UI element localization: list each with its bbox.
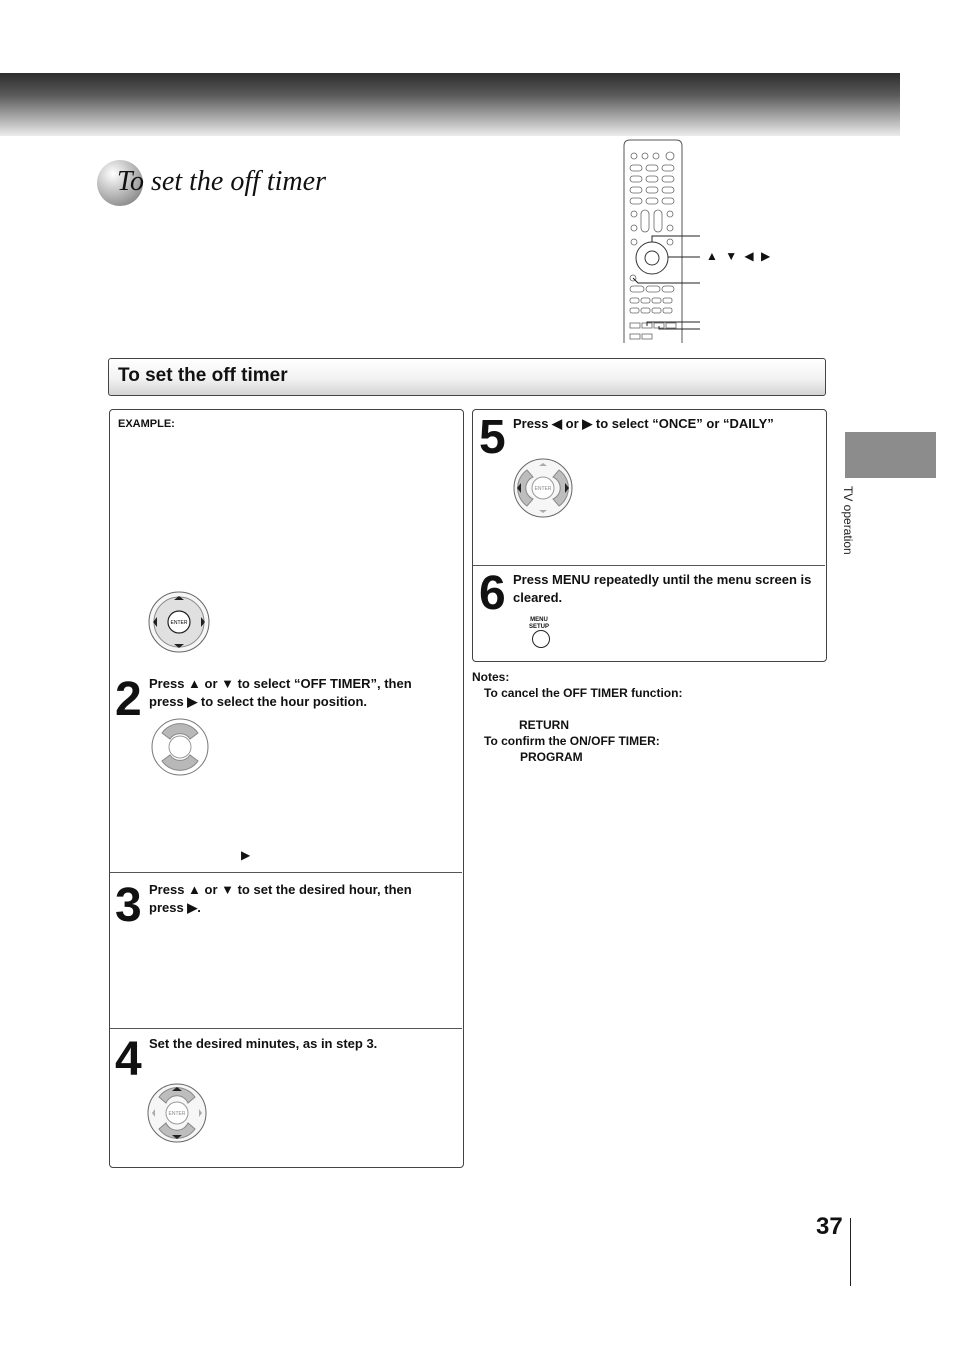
- enter-label: ENTER: [534, 486, 552, 492]
- step-5-number: 5: [479, 411, 506, 464]
- left-right-pad-icon: [512, 457, 574, 519]
- step-2-number: 2: [115, 673, 142, 726]
- step-4-number: 4: [115, 1033, 142, 1086]
- chapter-label: TV operation: [841, 486, 855, 555]
- step-divider: [473, 565, 825, 566]
- notes-program-key: PROGRAM: [520, 750, 583, 764]
- menu-button-icon: [532, 630, 550, 648]
- navigation-arrows-label: ▲ ▼ ◀ ▶: [706, 249, 773, 263]
- notes-heading: Notes:: [472, 670, 510, 684]
- page-number-rule: [850, 1218, 851, 1286]
- step-divider: [110, 1028, 462, 1029]
- notes-return-key: RETURN: [519, 718, 569, 732]
- instruction-box-left: [109, 409, 464, 1168]
- step-6-number: 6: [479, 567, 506, 620]
- menu-setup-button-label: MENU SETUP: [529, 617, 550, 630]
- step-divider: [110, 872, 462, 873]
- chapter-tab: [845, 432, 936, 478]
- notes-confirm-heading: To confirm the ON/OFF TIMER:: [484, 734, 660, 748]
- notes-cancel-heading: To cancel the OFF TIMER function:: [484, 686, 683, 700]
- instruction-box-right: [472, 409, 827, 662]
- step-2-text: Press ▲ or ▼ to select “OFF TIMER”, then press ▶ to select the hour position.: [149, 676, 412, 709]
- up-down-pad-icon: [150, 717, 210, 777]
- section-title: To set the off timer: [118, 365, 288, 386]
- right-arrow-marker: ▶: [241, 848, 251, 862]
- page-title: To set the off timer: [117, 166, 326, 197]
- step-3-number: 3: [115, 879, 142, 932]
- step-3-text: Press ▲ or ▼ to set the desired hour, then press ▶.: [149, 882, 412, 915]
- header-banner: [0, 73, 900, 136]
- remote-control-icon: [620, 138, 780, 348]
- enter-label: ENTER: [168, 1111, 186, 1117]
- enter-pad-icon: [147, 590, 211, 654]
- step-5-text: Press ◀ or ▶ to select “ONCE” or “DAILY”: [513, 416, 774, 431]
- example-label: EXAMPLE:: [118, 418, 175, 430]
- enter-label: ENTER: [170, 620, 188, 626]
- step-4-text: Set the desired minutes, as in step 3.: [149, 1036, 378, 1051]
- page-number: 37: [816, 1213, 843, 1240]
- enter-pad-icon: [146, 1082, 208, 1144]
- section-header: [108, 358, 826, 396]
- step-6-text: Press MENU repeatedly until the menu screen is cleared.: [513, 572, 812, 605]
